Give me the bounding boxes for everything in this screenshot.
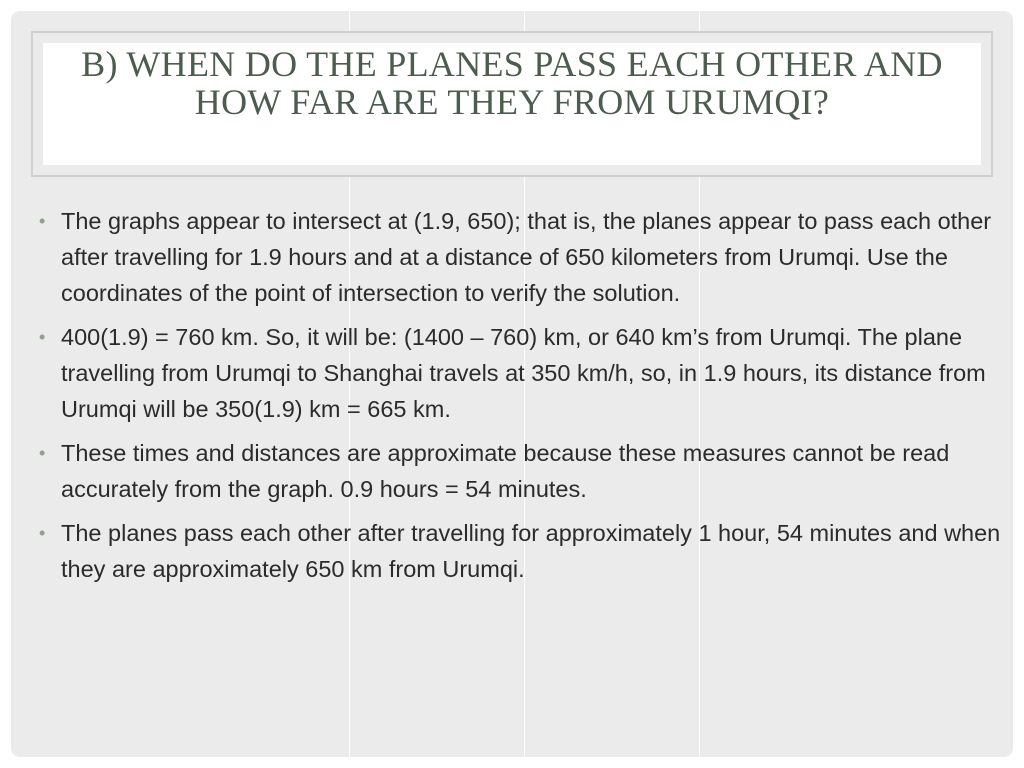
title-box <box>43 43 981 165</box>
bullet-dot-icon: • <box>39 523 46 543</box>
bullet-item <box>37 203 1001 311</box>
bullet-dot-icon: • <box>39 211 46 231</box>
bullet-text: The planes pass each other after travelling for approximately 1 hour, 54 minutes and when they are approximately 650 km from Urumqi. <box>61 520 1001 582</box>
title-frame <box>31 31 993 177</box>
bullet-item <box>37 515 1001 587</box>
bullet-item <box>37 435 1001 507</box>
bullet-text: These times and distances are approximate because these measures cannot be read accurately from the graph. 0.9 hours = 54 minutes. <box>61 440 950 502</box>
bullet-dot-icon: • <box>39 443 46 463</box>
bullet-item <box>37 319 1001 427</box>
slide-title: B) WHEN DO THE PLANES PASS EACH OTHER AND HOW FAR ARE THEY FROM URUMQI? <box>81 44 943 122</box>
slide <box>11 11 1013 757</box>
bullet-text: The graphs appear to intersect at (1.9, 650); that is, the planes appear to pass each other after travelling for 1.9 hours and at a distance of 650 kilometers from Urumqi. Use the coordinates of the point of intersection to verify the solution. <box>61 208 992 306</box>
bullet-text: 400(1.9) = 760 km. So, it will be: (1400 – 760) km, or 640 km’s from Urumqi. The plane travelling from Urumqi to Shanghai travels at 350 km/h, so, in 1.9 hours, its distance from Urumqi will be 350(1.9) km = 665 km. <box>61 324 986 422</box>
bullet-list <box>37 203 1001 595</box>
bullet-dot-icon: • <box>39 327 46 347</box>
